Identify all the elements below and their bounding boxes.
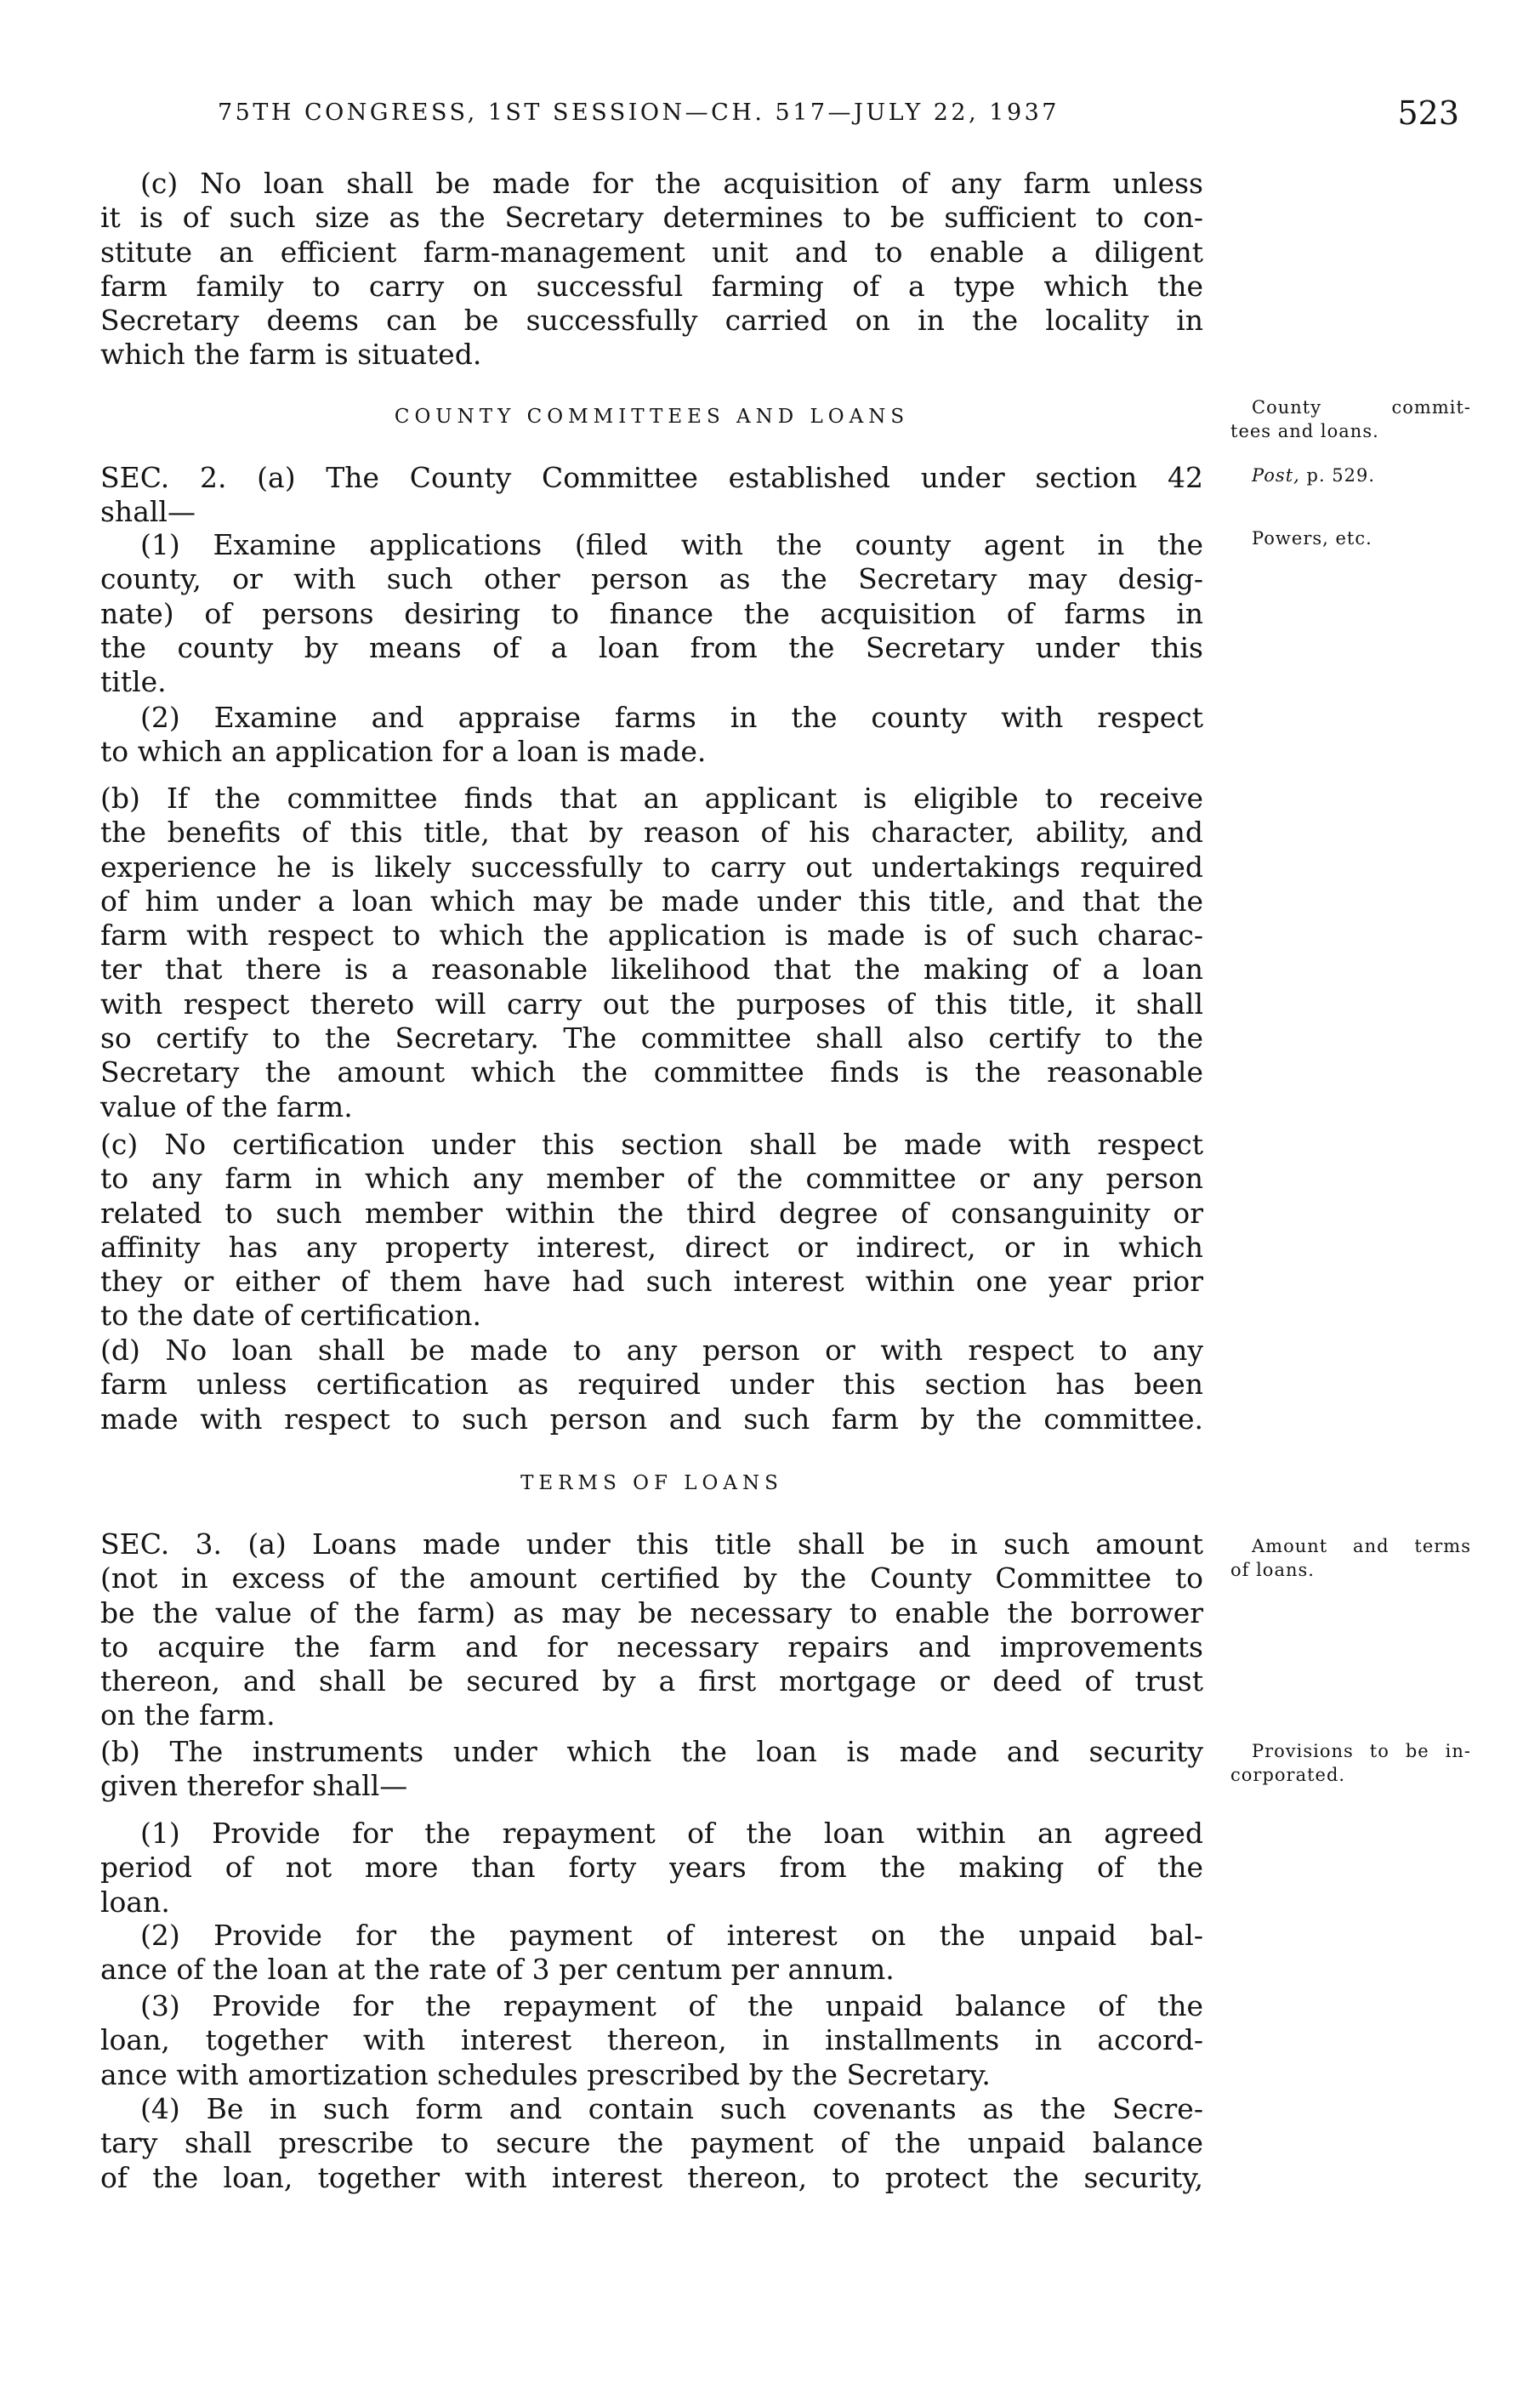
text-line: ance with amortization schedules prescribed by the Secretary. <box>100 2057 991 2091</box>
text-line: made with respect to such person and such farm by the committee. <box>100 1402 1203 1436</box>
text-line: (3) Provide for the repayment of the unpaid balance of the <box>140 1989 1203 2022</box>
text-line: affinity has any property interest, direct or indirect, or in which <box>100 1230 1203 1264</box>
text-line: (not in excess of the amount certified by the County Committee to <box>100 1561 1203 1595</box>
text-line: with respect thereto will carry out the purposes of this title, it shall <box>100 987 1203 1021</box>
margin-note-line: corporated. <box>1230 1765 1346 1785</box>
text-line: given therefor shall— <box>100 1769 408 1803</box>
text-line: of him under a loan which may be made under this title, and that the <box>100 884 1203 918</box>
section-1-subsection-c <box>100 167 1203 373</box>
text-line: shall— <box>100 495 196 529</box>
text-line: Secretary deems can be successfully carried on in the locality in <box>100 304 1203 338</box>
text-line: stitute an efficient farm-management unit and to enable a diligent <box>100 235 1203 269</box>
text-line: Secretary the amount which the committee finds is the reasonable <box>100 1055 1203 1089</box>
text-line: they or either of them have had such interest within one year prior <box>100 1265 1203 1299</box>
section-3-paragraph-1 <box>100 1817 1203 1919</box>
text-line: be the value of the farm) as may be necessary to enable the borrower <box>100 1595 1203 1629</box>
text-line: (b) If the committee finds that an applicant is eligible to receive <box>100 782 1203 815</box>
margin-note-line: County commit- <box>1252 397 1471 418</box>
margin-note-line <box>1230 464 1471 487</box>
text-line: SEC. 3. (a) Loans made under this title shall be in such amount <box>100 1527 1203 1561</box>
margin-note-line: Amount and terms <box>1252 1536 1471 1556</box>
section-heading-terms-of-loans: TERMS OF LOANS <box>520 1472 783 1494</box>
text-line: to any farm in which any member of the committee or any person <box>100 1162 1203 1196</box>
text-line: loan, together with interest thereon, in installments in accord- <box>100 2023 1203 2057</box>
margin-note-line: Powers, etc. <box>1252 528 1372 549</box>
text-line: on the farm. <box>100 1698 276 1732</box>
section-2-subsection-a <box>100 461 1203 530</box>
section-2-paragraph-1 <box>100 528 1203 699</box>
text-line: to which an application for a loan is made. <box>100 735 707 769</box>
text-line: so certify to the Secretary. The committee shall also certify to the <box>100 1021 1203 1055</box>
margin-note-amount-and-terms <box>1230 1534 1471 1582</box>
text-line: SEC. 2. (a) The County Committee established under section 42 <box>100 461 1203 494</box>
section-2-subsection-b <box>100 782 1203 1124</box>
text-line: ter that there is a reasonable likelihood that the making of a loan <box>100 953 1203 987</box>
section-2-subsection-c <box>100 1128 1203 1334</box>
margin-note-cite: Post, <box>1252 465 1300 486</box>
section-2-paragraph-2 <box>100 701 1203 770</box>
running-head: 75TH CONGRESS, 1ST SESSION—CH. 517—JULY 22, 1937 <box>218 100 1060 126</box>
section-3-paragraph-4 <box>100 2092 1203 2195</box>
section-3-paragraph-3 <box>100 1989 1203 2092</box>
text-line: of the loan, together with interest thereon, to protect the security, <box>100 2160 1203 2194</box>
text-line: tary shall prescribe to secure the payment of the unpaid balance <box>100 2126 1203 2160</box>
text-line: related to such member within the third degree of consanguinity or <box>100 1196 1203 1230</box>
text-line: (2) Examine and appraise farms in the county with respect <box>140 701 1203 734</box>
text-line: (c) No loan shall be made for the acquisition of any farm unless <box>140 167 1203 200</box>
text-line: nate) of persons desiring to finance the acquisition of farms in <box>100 596 1203 630</box>
margin-note-county-committees <box>1230 395 1471 443</box>
text-line: farm family to carry on successful farming of a type which the <box>100 269 1203 303</box>
text-line: county, or with such other person as the Secretary may desig- <box>100 562 1203 596</box>
section-3-paragraph-2 <box>100 1919 1203 1988</box>
text-line: period of not more than forty years from the making of the <box>100 1851 1203 1885</box>
text-line: it is of such size as the Secretary determines to be sufficient to con- <box>100 201 1203 235</box>
section-3-subsection-a <box>100 1527 1203 1733</box>
text-line: the benefits of this title, that by reason of his character, ability, and <box>100 816 1203 850</box>
page-number: 523 <box>1397 94 1459 132</box>
text-line: (b) The instruments under which the loan is made and security <box>100 1735 1203 1768</box>
text-line: (1) Examine applications (filed with the county agent in the <box>140 528 1203 561</box>
section-2-subsection-d <box>100 1334 1203 1436</box>
text-line: experience he is likely successfully to carry out undertakings required <box>100 850 1203 884</box>
text-line: title. <box>100 665 167 699</box>
margin-note-provisions <box>1230 1739 1471 1787</box>
section-heading-county-committees: COUNTY COMMITTEES AND LOANS <box>394 406 910 428</box>
text-line: to acquire the farm and for necessary repairs and improvements <box>100 1629 1203 1664</box>
margin-note-line: tees and loans. <box>1230 421 1379 441</box>
text-line: which the farm is situated. <box>100 338 482 372</box>
margin-note-line: Provisions to be in- <box>1252 1741 1471 1761</box>
text-line: (4) Be in such form and contain such covenants as the Secre- <box>140 2092 1203 2125</box>
margin-note-post-reference <box>1230 464 1471 487</box>
text-line: ance of the loan at the rate of 3 per centum per annum. <box>100 1953 895 1987</box>
text-line: thereon, and shall be secured by a first mortgage or deed of trust <box>100 1664 1203 1698</box>
section-3-subsection-b <box>100 1735 1203 1804</box>
text-line: farm unless certification as required under this section has been <box>100 1368 1203 1402</box>
margin-note-powers <box>1230 526 1471 550</box>
margin-note-line: of loans. <box>1230 1560 1315 1580</box>
margin-note-page: p. 529. <box>1306 465 1376 486</box>
text-line: (1) Provide for the repayment of the loan within an agreed <box>140 1817 1203 1850</box>
text-line: (d) No loan shall be made to any person or with respect to any <box>100 1334 1203 1367</box>
text-line: (2) Provide for the payment of interest on the unpaid bal- <box>140 1919 1203 1952</box>
text-line: value of the farm. <box>100 1089 353 1123</box>
text-line: to the date of certification. <box>100 1299 481 1333</box>
text-line: loan. <box>100 1885 170 1919</box>
text-line: farm with respect to which the application is made is of such charac- <box>100 919 1203 953</box>
text-line: the county by means of a loan from the Secretary under this <box>100 630 1203 664</box>
text-line: (c) No certification under this section shall be made with respect <box>100 1128 1203 1161</box>
